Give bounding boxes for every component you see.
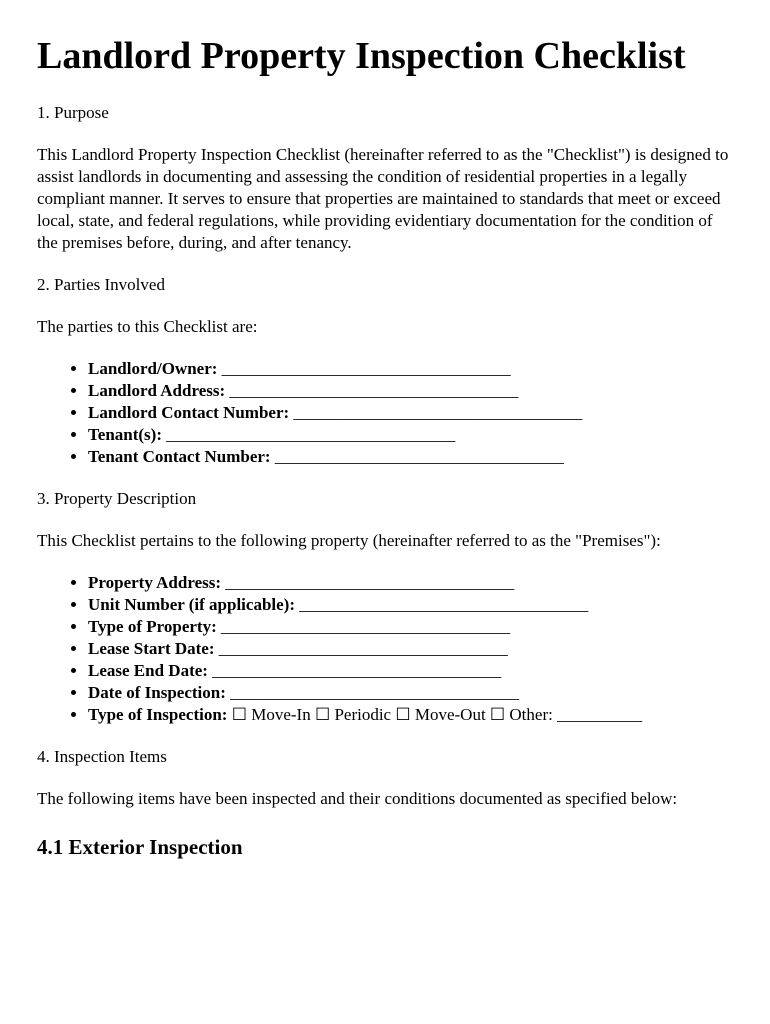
list-item <box>88 682 732 704</box>
field-label: Type of Property: <box>88 617 217 636</box>
list-item <box>88 424 732 446</box>
section-heading-property: 3. Property Description <box>37 489 197 508</box>
field-blank: __________________________________ <box>212 661 502 680</box>
field-blank: __________________________________ <box>221 359 511 378</box>
field-label: Lease Start Date: <box>88 639 215 658</box>
purpose-paragraph: This Landlord Property Inspection Checklist (hereinafter referred to as the "Checklist") is designed to assist landlords in documenting and assessing the condition of residential properties in a legally compliant manner. It serves to ensure that properties are maintained to standards that meet or exceed local, state, and federal regulations, while providing evidentiary documentation for the condition of the premises before, during, and after tenancy. <box>37 145 729 252</box>
field-label: Landlord/Owner: <box>88 359 218 378</box>
field-blank: __________________________________ <box>225 573 515 592</box>
field-label: Landlord Contact Number: <box>88 403 290 422</box>
field-label: Tenant Contact Number: <box>88 447 271 466</box>
list-item <box>88 638 732 660</box>
section-heading-parties: 2. Parties Involved <box>37 275 165 294</box>
field-label: Date of Inspection: <box>88 683 226 702</box>
section-heading-purpose: 1. Purpose <box>37 103 109 122</box>
list-item <box>88 594 732 616</box>
list-item <box>88 572 732 594</box>
list-item <box>88 704 732 726</box>
property-intro: This Checklist pertains to the following property (hereinafter referred to as the "Premises"): <box>37 531 661 550</box>
list-item <box>88 616 732 638</box>
field-blank: __________________________________ <box>229 381 519 400</box>
property-list <box>37 572 732 726</box>
field-label: Property Address: <box>88 573 222 592</box>
list-item <box>88 446 732 468</box>
field-label: Type of Inspection: <box>88 705 228 724</box>
inspection-type-options: ☐ Move-In ☐ Periodic ☐ Move-Out ☐ Other: __________ <box>231 705 643 724</box>
document-title: Landlord Property Inspection Checklist <box>37 35 686 77</box>
field-blank: __________________________________ <box>220 617 510 636</box>
field-blank: __________________________________ <box>166 425 456 444</box>
field-label: Lease End Date: <box>88 661 208 680</box>
section-heading-inspection: 4. Inspection Items <box>37 747 167 766</box>
list-item <box>88 358 732 380</box>
field-label: Unit Number (if applicable): <box>88 595 295 614</box>
field-label: Tenant(s): <box>88 425 162 444</box>
field-blank: __________________________________ <box>299 595 589 614</box>
list-item <box>88 380 732 402</box>
field-blank: __________________________________ <box>230 683 520 702</box>
field-blank: __________________________________ <box>274 447 564 466</box>
list-item <box>88 660 732 682</box>
field-blank: __________________________________ <box>218 639 508 658</box>
parties-intro: The parties to this Checklist are: <box>37 317 258 336</box>
field-label: Landlord Address: <box>88 381 226 400</box>
inspection-intro: The following items have been inspected and their conditions documented as specified below: <box>37 789 678 808</box>
parties-list <box>37 358 732 468</box>
subsection-heading-exterior: 4.1 Exterior Inspection <box>37 835 243 859</box>
list-item <box>88 402 732 424</box>
field-blank: __________________________________ <box>293 403 583 422</box>
